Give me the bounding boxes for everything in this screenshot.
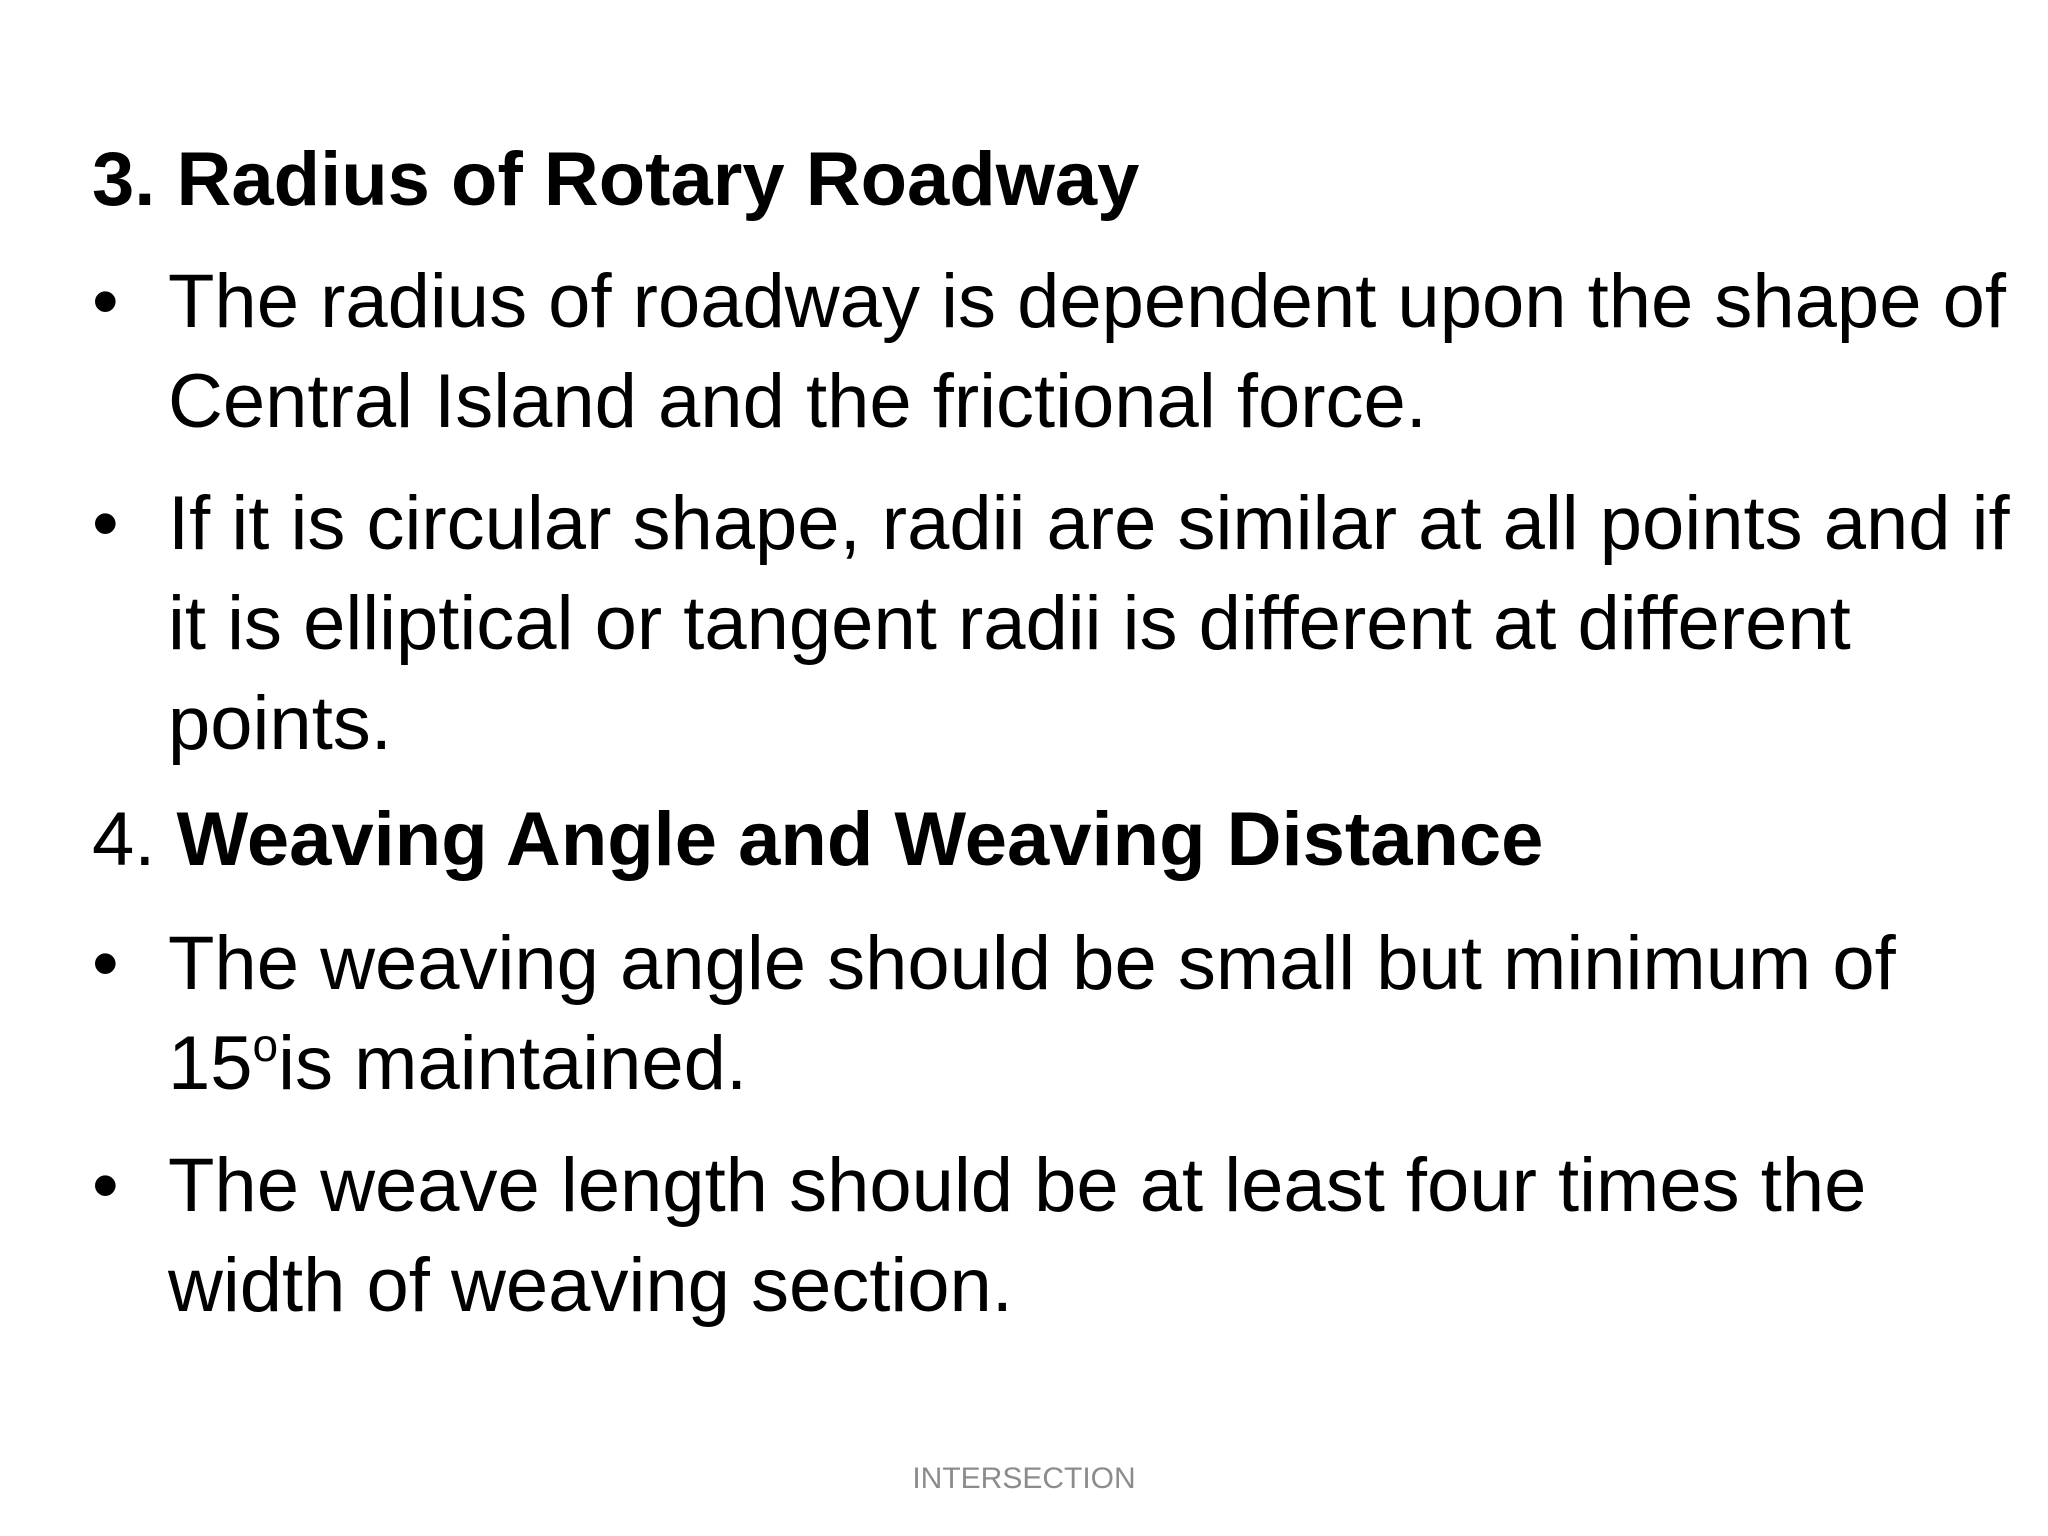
bullet-weave-length — [92, 1136, 2032, 1336]
bullet-circular-shape — [92, 474, 2032, 774]
bullet-icon: • — [92, 1143, 119, 1228]
bullet-weaving-angle — [92, 914, 2032, 1114]
bullet-icon: • — [92, 921, 119, 1006]
degree-superscript: o — [252, 1019, 279, 1071]
bullet-radius-dependency — [92, 252, 2032, 452]
bullet-text: The radius of roadway is dependent upon the shape of Central Island and the frictional force. — [168, 259, 2006, 444]
section-3-number: 3. — [92, 137, 156, 222]
section-4-heading — [92, 790, 1543, 890]
bullet-icon: • — [92, 481, 119, 566]
weaving-angle-prefix: The weaving angle should be small but minimum of 15 — [168, 921, 1896, 1106]
bullet-text: The weave length should be at least four times the width of weaving section. — [168, 1143, 1867, 1328]
section-4-title: Weaving Angle and Weaving Distance — [176, 797, 1544, 882]
weaving-angle-suffix: is maintained. — [278, 1021, 748, 1106]
section-3-heading — [92, 130, 1139, 230]
bullet-icon: • — [92, 259, 119, 344]
section-4-number: 4. — [92, 797, 156, 882]
bullet-text: If it is circular shape, radii are similar at all points and if it is elliptical or tangent radii is different at different points. — [168, 481, 2010, 766]
section-3-title: Radius of Rotary Roadway — [176, 137, 1140, 222]
bullet-text — [168, 914, 2032, 1114]
slide-footer: INTERSECTION — [912, 1462, 1136, 1495]
